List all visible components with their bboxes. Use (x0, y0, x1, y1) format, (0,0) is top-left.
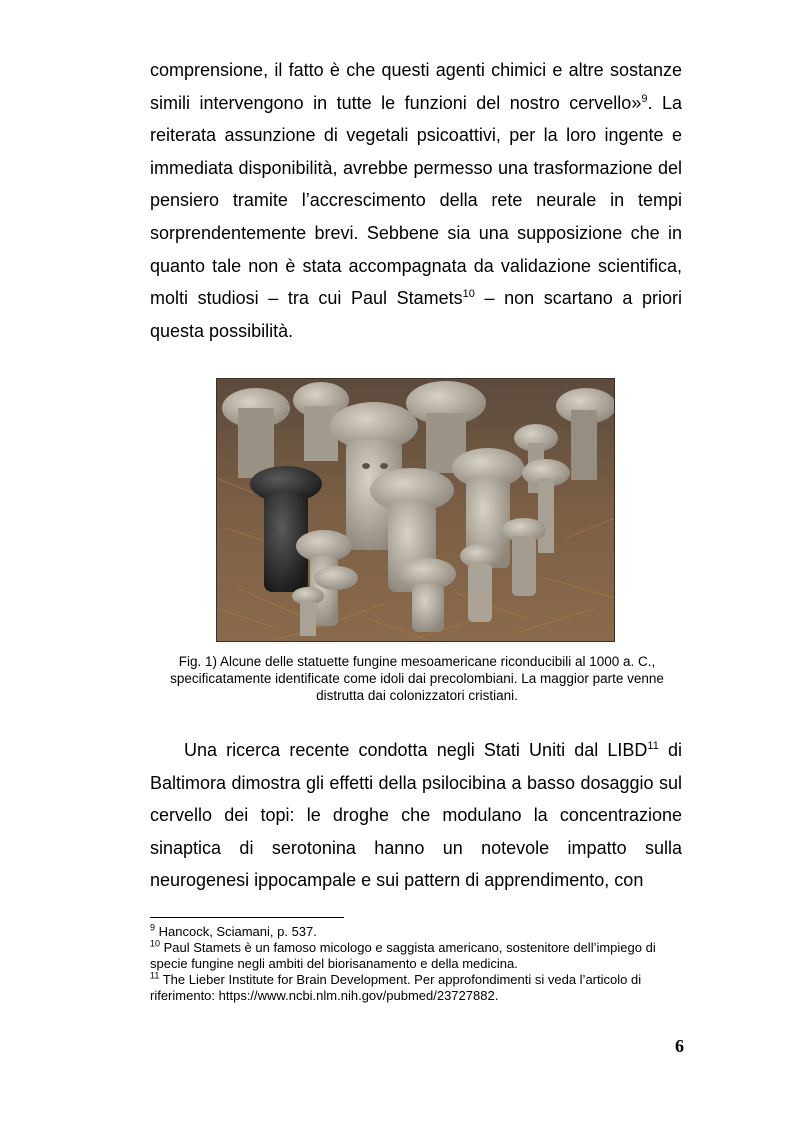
page-number: 6 (675, 1036, 684, 1056)
statues-illustration (216, 378, 615, 642)
body-paragraph-2 (150, 734, 682, 897)
body-paragraph-1 (150, 54, 682, 347)
footnotes (150, 924, 682, 1004)
footnote-text: Paul Stamets è un famoso micologo e saggista americano, sostenitore dell’impiego di specie fungine negli ambiti del biorisanamento e della medicina. (150, 940, 656, 971)
paragraph-1-text-b: . La reiterata assunzione di vegetali psicoattivi, per la loro ingente e immediata disponibilità, avrebbe permesso una trasformazione del pensiero tramite l’accrescimento della rete neurale in tempi sorprendentemente brevi. Sebbene sia una supposizione che in quanto tale non è stata accompagnata da validazione scientifica, molti studiosi – tra cui Paul Stamets (150, 92, 683, 309)
footnote-11 (150, 972, 682, 1004)
figure-caption: Fig. 1) Alcune delle statuette fungine mesoamericane riconducibili al 1000 a. C., specificatamente identificate come idoli dai precolombiani. La maggior parte venne distrutta dai colonizzatori cristiani. (170, 654, 664, 703)
footnote-number: 9 (150, 922, 156, 933)
footnote-10 (150, 940, 682, 972)
footnote-ref-10[interactable]: 10 (462, 288, 475, 301)
footnote-text: Hancock, Sciamani, p. 537. (155, 924, 317, 939)
footnote-number: 10 (150, 938, 161, 949)
figure-mushroom-statues-photo (216, 378, 615, 642)
footnote-ref-9[interactable]: 9 (641, 92, 648, 105)
footnote-ref-11[interactable]: 11 (647, 740, 659, 752)
paragraph-2-text-b: di Baltimora dimostra gli effetti della psilocibina a basso dosaggio sul cervello dei topi: le droghe che modulano la concentrazione sinaptica di serotonina hanno un notevole impatto sulla neurogenesi ippocampale e sui pattern di apprendimento, con (150, 740, 682, 891)
paragraph-2-text-a: Una ricerca recente condotta negli Stati Uniti dal LIBD (184, 740, 648, 760)
footnote-text[interactable]: The Lieber Institute for Brain Development. Per approfondimenti si veda l’articolo di riferimento: https://www.ncbi.nlm.nih.gov/pubmed/23727882. (150, 972, 642, 1003)
footnote-9 (150, 924, 682, 940)
paragraph-1-text-a: comprensione, il fatto è che questi agenti chimici e altre sostanze simili intervengono in tutte le funzioni del nostro cervello» (150, 60, 682, 113)
footnote-separator (150, 917, 344, 918)
footnote-number: 11 (150, 970, 160, 981)
paragraph-1-text-c: – non scartano a priori questa possibilità. (150, 288, 682, 341)
